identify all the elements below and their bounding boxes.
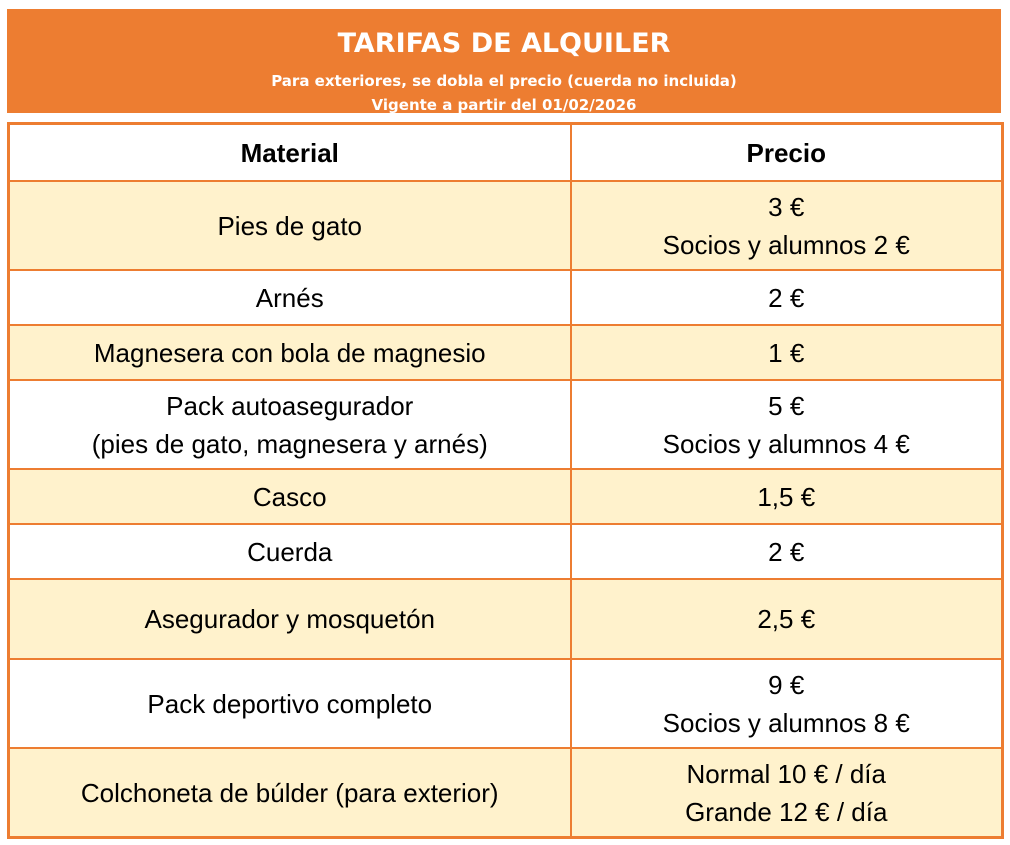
table-row [9,181,1003,270]
material-label: Pack autoasegurador [166,390,414,421]
price-cell [571,469,1003,524]
price-label: 3 € [768,191,805,222]
material-cell [9,748,571,838]
price-cell [571,748,1003,838]
material-cell [9,579,571,659]
table-row [9,659,1003,748]
table-row [9,524,1003,579]
price-label: 1,5 € [757,481,816,512]
price-label: 9 € [768,669,805,700]
page-title: TARIFAS DE ALQUILER [337,28,671,59]
price-cell [571,181,1003,270]
material-label: Colchoneta de búlder (para exterior) [80,777,499,808]
member-price-label: Socios y alumnos 8 € [662,707,910,738]
table-header-row [9,124,1003,182]
column-header-price: Precio [571,124,1003,182]
validity-date: Vigente a partir del 01/02/2026 [371,96,637,114]
price-label: 1 € [768,337,805,368]
material-cell [9,380,571,469]
price-cell [571,325,1003,380]
rates-table [7,122,1004,839]
price-label: Normal 10 € / día [686,758,886,789]
material-label: Pack deportivo completo [147,688,433,719]
price-label: 5 € [768,390,805,421]
material-cell [9,524,571,579]
material-detail: (pies de gato, magnesera y arnés) [91,428,488,459]
table-row [9,270,1003,325]
price-label: 2 € [768,282,805,313]
material-label: Cuerda [247,536,333,567]
material-cell [9,659,571,748]
price-cell [571,380,1003,469]
material-label: Magnesera con bola de magnesio [93,337,486,368]
price-cell [571,524,1003,579]
material-cell [9,469,571,524]
material-label: Arnés [255,282,324,313]
price-cell [571,270,1003,325]
price-cell [571,579,1003,659]
material-cell [9,181,571,270]
exterior-note: Para exteriores, se dobla el precio (cuerda no incluida) [271,72,737,90]
price-cell [571,659,1003,748]
large-price-label: Grande 12 € / día [685,796,888,827]
table-row [9,469,1003,524]
table-row [9,579,1003,659]
material-cell [9,270,571,325]
material-label: Pies de gato [217,210,363,241]
member-price-label: Socios y alumnos 2 € [662,229,910,260]
header-banner [7,9,1001,113]
member-price-label: Socios y alumnos 4 € [662,428,910,459]
material-cell [9,325,571,380]
material-label: Asegurador y mosquetón [144,604,435,634]
material-label: Casco [252,481,327,512]
column-header-material: Material [9,124,571,182]
table-row [9,748,1003,838]
table-row [9,380,1003,469]
price-label: 2,5 € [757,604,816,634]
price-label: 2 € [768,536,805,567]
table-row [9,325,1003,380]
